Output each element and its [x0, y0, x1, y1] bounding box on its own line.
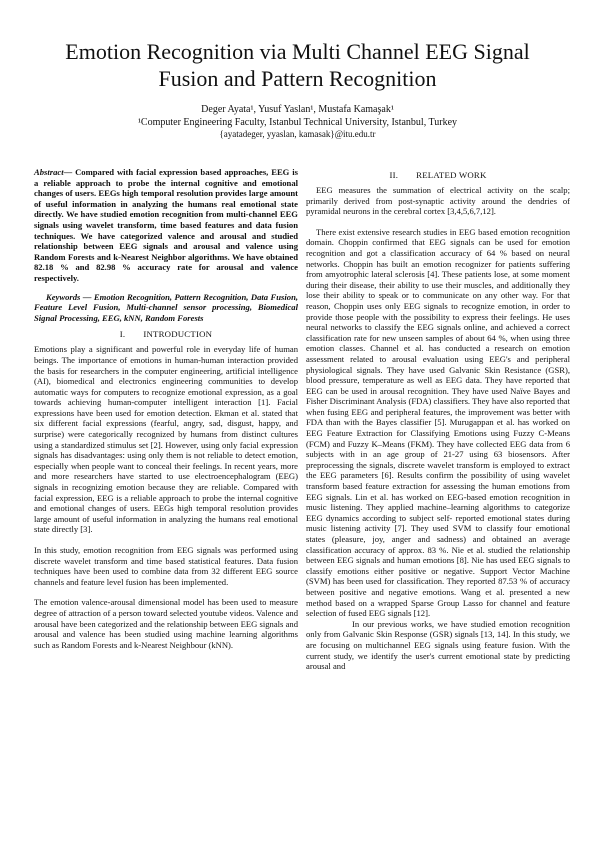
section-number: II. — [389, 170, 399, 180]
section-heading-introduction — [34, 329, 298, 340]
related-paragraph-2: There exist extensive research studies in EEG based emotion recognition domain. Choppin confirmed that EEG signals can be used for emotion recognition and got a classification accuracy of 64 % based on neural networks. Choppin has built an emotion recognizer for patients suffering from amyotrophic lateral sclerosis [4]. These patients lose, at some moment during their disease, their ability to use their muscles, and additionally they lose their ability to speak or to communicate on any other way. For that reason, Choppin uses only EEG signals to recognize emotion, in order to provide those people with the possibility to express their feelings. He uses neural networks to classify the EEG signals online, and achieved a correct classification rate for new unseen samples of about 64 %, when using three emotion classes. Channel et al. has conducted a research on emotion assessment related to arousal evaluation using EEG's and peripheral physiological signals. They have used Galvanic Skin Resistance (GSR), blood pressure, temperature as well as EEG data. They have reported that EEG can be used in arousal recognition. They have used Naïve Bayes and Fisher Discriminant Analysis (FDA) classifiers. They have also reported that when fusing EEG and peripheral features, the improvement was better with FDA than with the Bayes classifier [5]. Murugappan et al. has worked on EEG Feature Extraction for Classifying Emotions using Fuzzy C-Means (FCM) and Fuzzy K–Means (FKM). They have collected EEG data from 6 subjects with in an age group of 21-27 using 63 biosensors. After preprocessing the signals, discrete wavelet transform is employed to extract the EEG parameters [6]. Results confirm the possibility of using wavelet transform based feature extraction for assessing the human emotions from EEG signals. Lin et al. has worked on EEG-based emotion recognition in music listening. They applied machine–learning algorithms to categorize EEG dynamics according to subject self- reported emotional states during music listening activity [7]. They used SVM to classify four emotional states (pleasure, joy, anger and sadness) and obtained an average classification accuracy of approx. 83 %. Nie et al. studied the relationship between EEG signals and human emotions [8]. Nie has used EEG signals to classify emotions either positive or negative. Support Vector Machine (SVM) has been used for classification. They reported 87.53 % of accuracy between positive and negative emotions. Wang et al. presented a new method based on a wrapped Sparse Group Lasso for channel and feature selection of fused EEG signals [12]. — [306, 226, 570, 619]
related-paragraph-1: EEG measures the summation of electrical activity on the scalp; primarily derived from post-synaptic activity around the dendries of pyramidal neurons in the cerebral cortex [3,4,5,6,7,12]. — [306, 185, 570, 217]
author-list: Deger Ayata¹, Yusuf Yaslan¹, Mustafa Kamaşak¹ — [201, 104, 394, 115]
author-emails: {ayatadeger, yyaslan, kamasak}@itu.edu.tr — [219, 129, 376, 139]
abstract — [34, 167, 298, 284]
right-column — [306, 167, 570, 672]
intro-paragraph-3: The emotion valence-arousal dimensional model has been used to measure degree of attraction of a person toward selected youtube videos. Valence and arousal have been categorized and the relationship between EEG signals and arousal and valence has been studied using machine learning algorithms such as Random Forests and k-Nearest Neighbour (kNN). — [34, 597, 298, 650]
section-title: INTRODUCTION — [143, 329, 213, 340]
section-title: RELATED WORK — [416, 170, 487, 180]
intro-paragraph-2: In this study, emotion recognition from EEG signals was performed using discrete wavelet transform and time based statistical features. Data fusion techniques have been used to combine data from 32 different EEG source channels and feature level fusion has been implemented. — [34, 545, 298, 587]
paper-title: Emotion Recognition via Multi Channel EEG Signal Fusion and Pattern Recognition — [65, 39, 530, 91]
section-number: I. — [119, 329, 126, 340]
left-column — [34, 167, 298, 650]
section-heading-related-work — [306, 170, 570, 181]
intro-paragraph-1: Emotions play a significant and powerful role in everyday life of human beings. The importance of emotions in human-human interaction provided the basis for researchers in the computer engineering, artificial intelligence (AI), biomedical and electronics engineering communities to develop automatic ways for computers to recognize emotional expression, as a goal towards achieving human-computer intelligent interaction [1]. Facial expressions have been used for emotion detection. Ekman et al. stated that six different facial expressions (fearful, angry, sad, disgust, happy, and surprise) were categorically recognized by humans from distinct cultures using a standardized stimulus set [2]. However, using only facial expression signals has disadvantages: using only them is not reliable to detect emotion, especially when people want to conceal their feelings. In recent years, more and more researchers have started to use electroencephalogram (EEG) signals in recognizing emotion because they are reliable. Compared with facial expression, EEG is a reliable approach to probe the internal cognitive and emotional changes of users. EEGs high temporal resolution provides large amount of useful information in analyzing the humans real emotional state directly [3]. — [34, 344, 298, 535]
affiliation: ¹Computer Engineering Faculty, Istanbul Technical University, Istanbul, Turkey — [137, 117, 458, 128]
abstract-text: Compared with facial expression based approaches, EEG is a reliable approach to probe the internal cognitive and emotional changes of users. EEGs high temporal resolution provides large amount of useful information in analyzing the humans real emotional state directly. We have studied emotion recognition from multi-channel EEG signals using wavelet transform, time based features and data fusion techniques. We have categorized valence and arousal and studied relationship between EEG signals and arousal and valence using Random Forests and k-Nearest Neighbor algorithms. We have obtained 82.18 % and 82.98 % accuracy rate for arousal and valence respectively. — [34, 167, 298, 283]
related-paragraph-3: In our previous works, we have studied emotion recognition only from Galvanic Skin Response (GSR) signals [13, 14]. In this study, we are focusing on multichannel EEG signals using feature fusion. With the current study, we identify the user's current emotional state by predicting arousal and — [306, 618, 570, 672]
abstract-label: Abstract— — [34, 167, 73, 177]
keywords: Keywords — Emotion Recognition, Pattern Recognition, Data Fusion, Feature Level Fusion, Multi-channel sensor processing, Biomedical Signal Processing, EEG, kNN, Random Forests — [34, 291, 298, 323]
